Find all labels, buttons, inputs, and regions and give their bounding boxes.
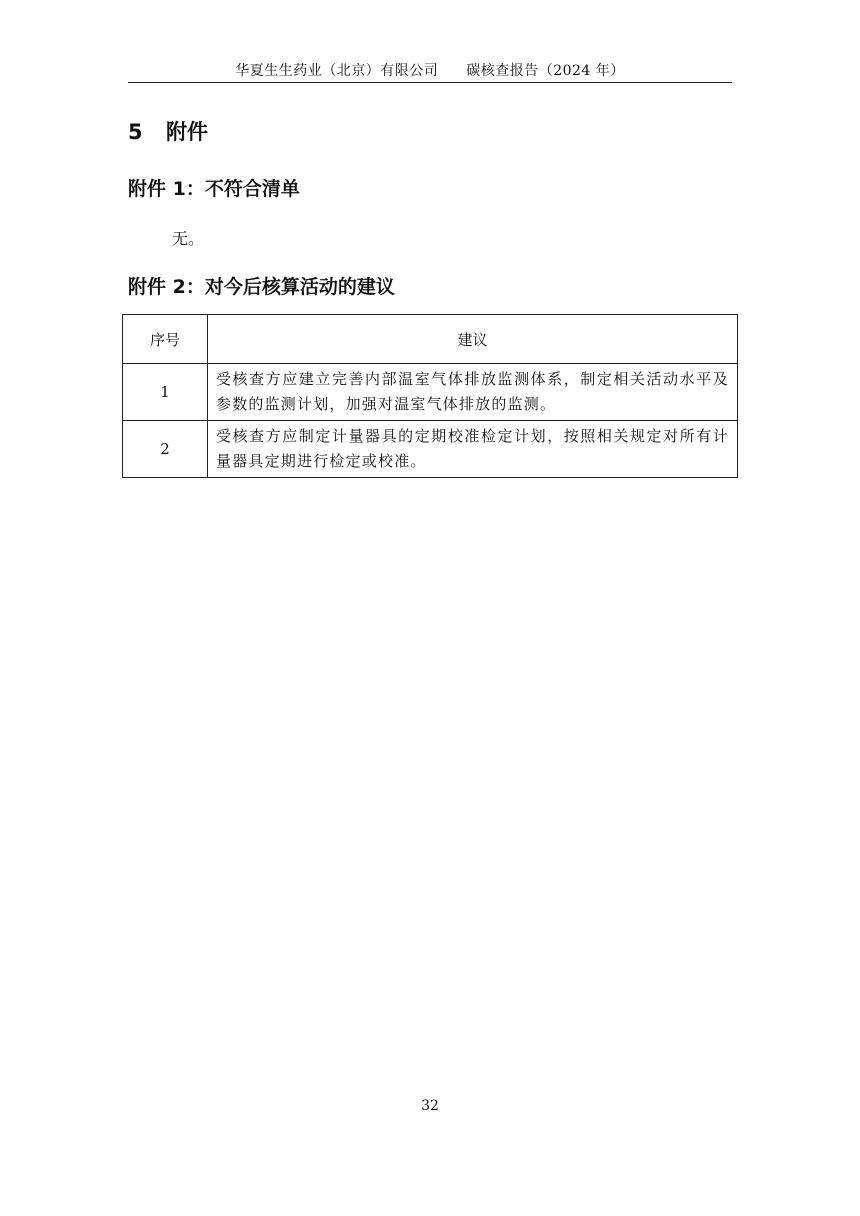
row-number: 2 <box>123 421 208 478</box>
column-header-suggestion: 建议 <box>208 315 738 364</box>
header-report-title: 碳核查报告（2024 年） <box>466 63 625 79</box>
section-heading <box>128 116 208 146</box>
attachment-2-heading: 附件 2：对今后核算活动的建议 <box>128 276 395 298</box>
row-number: 1 <box>123 364 208 421</box>
section-number: 5 <box>128 120 143 144</box>
column-header-number: 序号 <box>123 315 208 364</box>
running-header <box>128 60 732 83</box>
header-company: 华夏生生药业（北京）有限公司 <box>235 63 439 79</box>
attachment-1-heading: 附件 1：不符合清单 <box>128 178 300 200</box>
page-number: 32 <box>421 1098 439 1114</box>
table-row <box>123 421 738 478</box>
row-suggestion: 受核查方应建立完善内部温室气体排放监测体系，制定相关活动水平及参数的监测计划，加强对温室气体排放的监测。 <box>208 364 738 421</box>
table-header-row <box>123 315 738 364</box>
section-title: 附件 <box>166 120 208 144</box>
row-suggestion: 受核查方应制定计量器具的定期校准检定计划，按照相关规定对所有计量器具定期进行检定或校准。 <box>208 421 738 478</box>
suggestions-table <box>122 314 738 478</box>
table-row <box>123 364 738 421</box>
attachment-1-content: 无。 <box>172 229 205 248</box>
